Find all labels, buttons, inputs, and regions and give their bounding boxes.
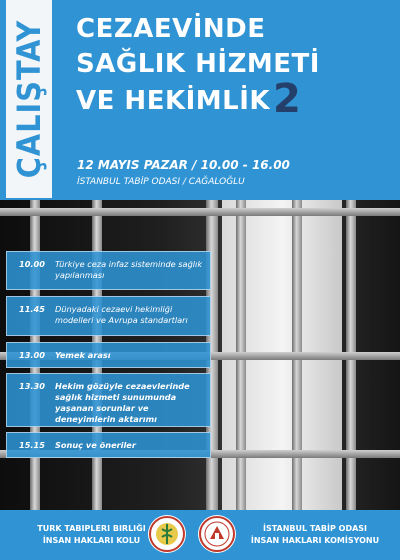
left-org-line-2: İNSAN HAKLARI KOLU — [42, 536, 141, 545]
title-line-3-text: VE HEKİMLİK — [76, 86, 271, 116]
right-org-line-1: İSTANBUL TABİP ODASI — [262, 524, 368, 533]
schedule-time: 10.00 — [19, 259, 45, 269]
left-org-line-1: TURK TABIPLERI BIRLIĞI — [37, 524, 146, 533]
poster-header — [0, 0, 400, 198]
poster-footer — [0, 510, 400, 560]
schedule-desc: Türkiye ceza infaz sisteminde sağlık yapılanması — [55, 259, 203, 280]
schedule-item — [6, 251, 211, 290]
title-line-3 — [76, 76, 376, 122]
schedule-item — [6, 373, 211, 427]
schedule-item — [6, 432, 211, 458]
schedule-desc: Yemek arası — [55, 350, 111, 360]
schedule-time: 11.45 — [19, 304, 45, 314]
schedule-item — [6, 342, 211, 368]
schedule-time: 15.15 — [19, 440, 45, 450]
prison-crossbar — [0, 208, 400, 216]
title-line-1: CEZAEVİNDE — [76, 14, 266, 44]
schedule-desc: Hekim gözüyle cezaevlerinde sağlık hizmeti sunumunda yaşanan sorunlar ve deneyimlerin aktarımı — [55, 381, 190, 424]
left-organization — [34, 523, 149, 547]
schedule-desc: Dünyadaki cezaevi hekimliği modelleri ve Avrupa standartları — [55, 304, 188, 325]
vertical-label: ÇALIŞTAY — [10, 19, 48, 179]
title-line-2: SAĞLIK HİZMETİ — [76, 49, 320, 79]
edition-number: 2 — [273, 76, 302, 122]
poster-title — [76, 12, 376, 122]
ito-logo-icon — [198, 515, 236, 553]
right-org-line-2: İNSAN HAKLARI KOMİSYONU — [250, 536, 380, 545]
ttb-logo-icon — [148, 515, 186, 553]
schedule-time: 13.00 — [19, 350, 45, 360]
schedule-item — [6, 296, 211, 336]
schedule-desc: Sonuç ve öneriler — [55, 440, 136, 450]
schedule-time: 13.30 — [19, 381, 45, 391]
right-organization — [240, 523, 390, 547]
event-date-time: 12 MAYIS PAZAR / 10.00 - 16.00 — [77, 158, 290, 172]
event-venue: İSTANBUL TABİP ODASI / CAĞALOĞLU — [77, 177, 245, 187]
